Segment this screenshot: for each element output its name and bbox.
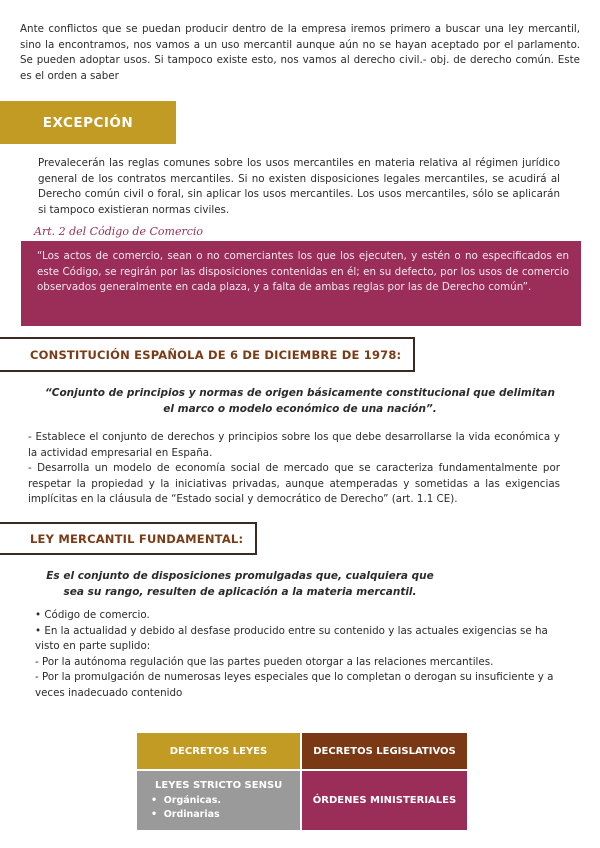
constitucion-point: - Establece el conjunto de derechos y principios sobre los que debe desarrollarse la vida económica y la actividad empresarial en España. xyxy=(28,431,560,459)
list-item: • En la actualidad y debido al desfase producido entre su contenido y las actuales exigencias se ha visto en parte suplido: xyxy=(35,624,548,652)
excepcion-title: EXCEPCIÓN xyxy=(42,114,134,131)
article-title: Art. 2 del Código de Comercio xyxy=(34,225,204,238)
list-item: - Por la autónoma regulación que las partes pueden otorgar a las relaciones mercantiles. xyxy=(35,655,494,668)
list-item: • Orgánicas. xyxy=(151,794,221,806)
quote-box xyxy=(21,241,581,326)
organicas-label: Orgánicas. xyxy=(163,794,221,806)
ley-mercantil-title: LEY MERCANTIL FUNDAMENTAL: xyxy=(30,531,244,546)
ley-mercantil-list xyxy=(35,608,565,701)
leyes-stricto-sensu-title: LEYES STRICTO SENSU xyxy=(155,779,283,791)
constitucion-definition: “Conjunto de principios y normas de origen básicamente constitucional que delimitan el marco o modelo económico de una nación”. xyxy=(44,387,555,415)
quote-text: “Los actos de comercio, sean o no comerciantes los que los ejecuten, y estén o no especificados en este Código, se regirán por las disposiciones contenidas en él; en su defecto, por los usos de comercio observados generalmente en cada plaza, y a falta de ambas reglas por las de Derecho común”. xyxy=(37,250,569,293)
constitucion-title: CONSTITUCIÓN ESPAÑOLA DE 6 DE DICIEMBRE DE 1978: xyxy=(30,347,402,362)
decretos-legislativos-cell: DECRETOS LEGISLATIVOS xyxy=(302,733,467,769)
constitucion-points xyxy=(28,430,560,508)
excepcion-text: Prevalecerán las reglas comunes sobre los usos mercantiles en materia relativa al régimen jurídico general de los contratos mercantiles. Si no existen disposiciones legales mercantiles, se acudirá al Derecho común civil o foral, sin aplicar los usos mercantiles. Los usos mercantiles, sólo se aplicarán si tampoco existieran normas civiles. xyxy=(38,157,560,216)
ley-mercantil-definition: Es el conjunto de disposiciones promulgadas que, cualquiera que sea su rango, resulten de aplicación a la materia mercantil. xyxy=(46,570,434,598)
intro-paragraph: Ante conflictos que se puedan producir dentro de la empresa iremos primero a buscar una ley mercantil, sino la encontramos, nos vamos a un uso mercantil aunque aún no se hayan aceptado por el parlamento. Se pueden adoptar usos. Si tampoco existe esto, nos vamos al derecho civil.- obj. de derecho común. Este es el orden a saber xyxy=(20,23,580,82)
ordenes-ministeriales-cell: ÓRDENES MINISTERIALES xyxy=(302,771,467,830)
constitucion-heading-box xyxy=(0,337,415,372)
leyes-stricto-sensu-cell xyxy=(137,771,300,830)
norms-grid xyxy=(137,733,467,830)
decretos-leyes-cell: DECRETOS LEYES xyxy=(137,733,300,769)
list-item: • Código de comercio. xyxy=(35,609,150,621)
excepcion-banner xyxy=(0,101,176,144)
list-item: - Por la promulgación de numerosas leyes especiales que lo completan o derogan su insuficiente y a veces inadecuado contenido xyxy=(35,671,554,699)
constitucion-point: - Desarrolla un modelo de economía social de mercado que se caracteriza fundamentalmente por respetar la propiedad y la iniciativas privadas, aunque atemperadas y sometidas a las exigencias implícitas en la cláusula de “Estado social y democrático de Derecho” (art. 1.1 CE). xyxy=(28,462,560,505)
list-item: • Ordinarias xyxy=(151,808,220,820)
ordinarias-label: Ordinarias xyxy=(163,808,220,820)
ley-mercantil-heading-box xyxy=(0,522,257,555)
